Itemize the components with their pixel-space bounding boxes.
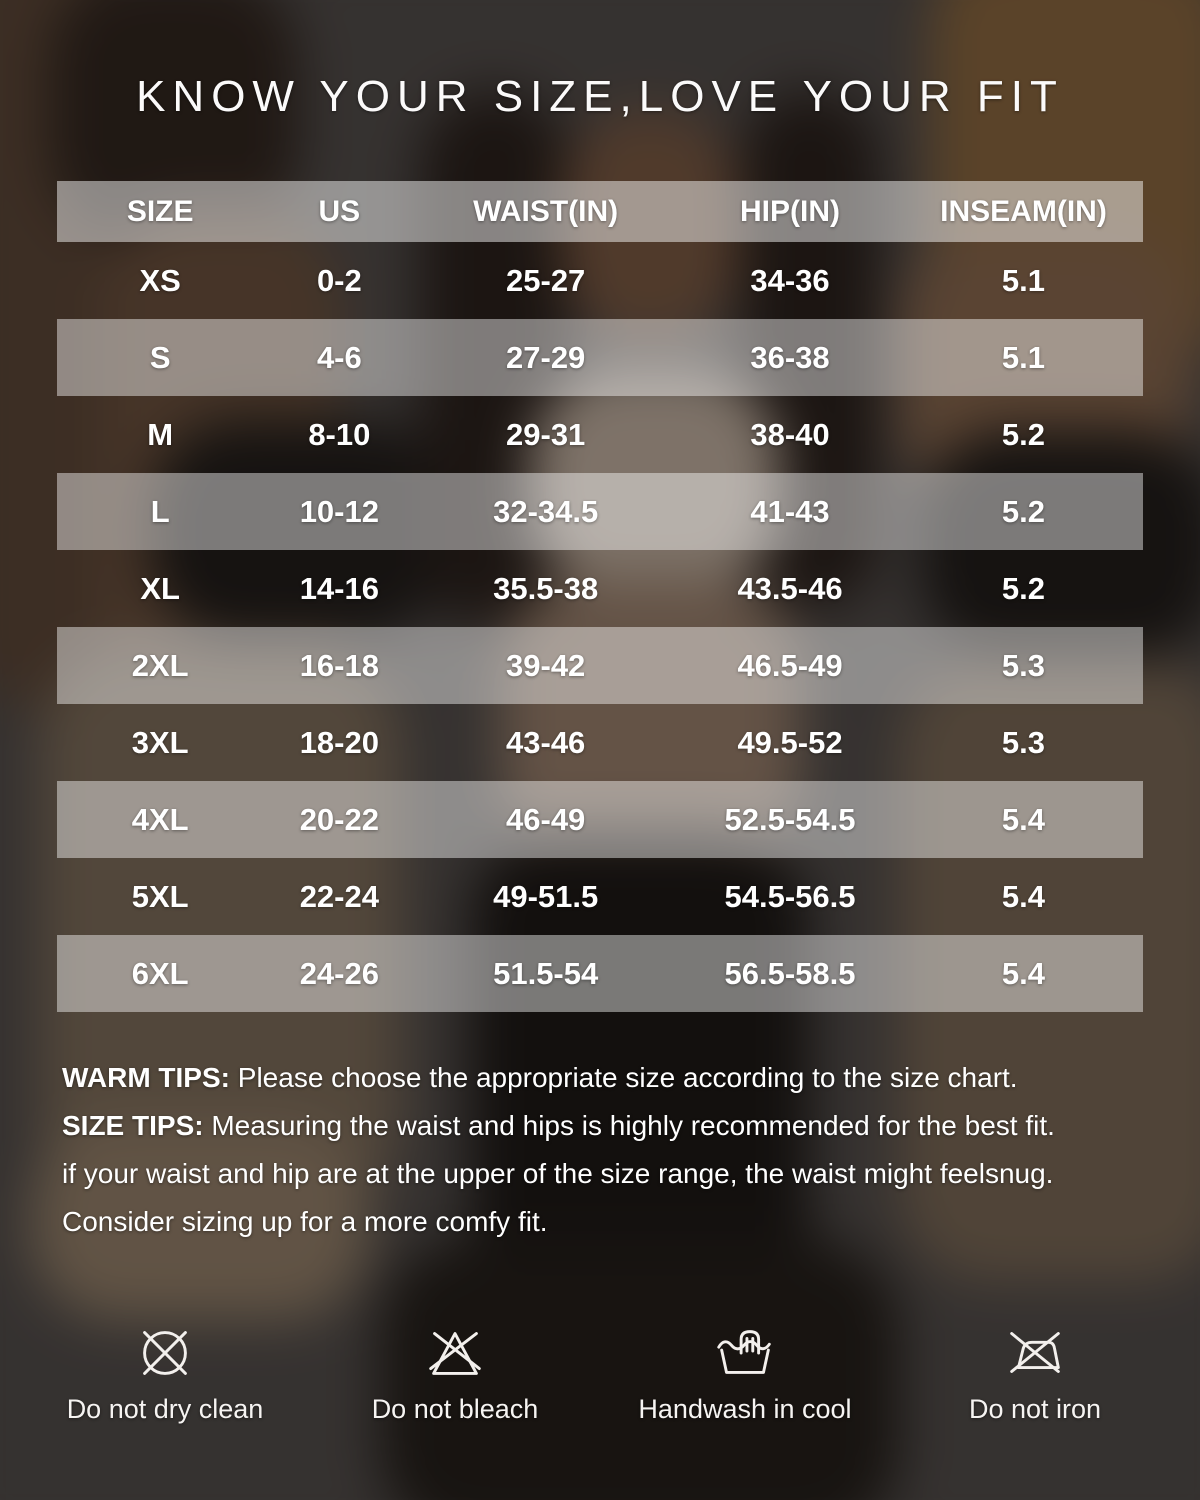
hip-cell: 46.5-49 bbox=[737, 647, 843, 683]
size-cell: 3XL bbox=[131, 724, 189, 760]
warm-tips-label: WARM TIPS: bbox=[62, 1062, 230, 1093]
care-label: Do not dry clean bbox=[66, 1394, 264, 1424]
warm-tips-text: Please choose the appropriate size according to the size chart. bbox=[237, 1062, 1018, 1093]
inseam-cell: 5.1 bbox=[1001, 339, 1046, 375]
care-item-handwash bbox=[600, 1318, 890, 1425]
column-header-size: SIZE bbox=[126, 194, 194, 228]
size-cell: 2XL bbox=[131, 647, 189, 683]
us-cell: 22-24 bbox=[299, 878, 379, 914]
size-table-row bbox=[57, 627, 1143, 704]
hip-cell: 34-36 bbox=[750, 262, 830, 298]
inseam-cell: 5.3 bbox=[1001, 647, 1046, 683]
tips-line-4: Consider sizing up for a more comfy fit. bbox=[62, 1206, 548, 1237]
size-table-body bbox=[57, 242, 1143, 1012]
hip-cell: 56.5-58.5 bbox=[724, 955, 856, 991]
us-cell: 14-16 bbox=[299, 570, 379, 606]
column-header-hip: HIP(IN) bbox=[740, 194, 840, 228]
size-cell: XS bbox=[139, 262, 181, 298]
care-label: Do not iron bbox=[968, 1394, 1102, 1424]
size-table-row bbox=[57, 704, 1143, 781]
do-not-dry-clean-icon bbox=[130, 1318, 200, 1388]
us-cell: 0-2 bbox=[316, 262, 362, 298]
size-cell: 6XL bbox=[131, 955, 189, 991]
hip-cell: 54.5-56.5 bbox=[724, 878, 856, 914]
us-cell: 18-20 bbox=[299, 724, 379, 760]
us-cell: 8-10 bbox=[308, 416, 371, 452]
size-table-row bbox=[57, 550, 1143, 627]
column-header-us: US bbox=[318, 194, 361, 228]
care-label: Do not bleach bbox=[371, 1394, 539, 1424]
waist-cell: 43-46 bbox=[506, 724, 586, 760]
handwash-icon bbox=[710, 1318, 780, 1388]
hip-cell: 38-40 bbox=[750, 416, 830, 452]
inseam-cell: 5.4 bbox=[1001, 955, 1046, 991]
care-instructions bbox=[20, 1318, 1180, 1425]
care-item-do-not-iron bbox=[890, 1318, 1180, 1425]
size-tips-line bbox=[62, 1102, 1142, 1150]
waist-cell: 32-34.5 bbox=[493, 493, 599, 529]
care-item-do-not-bleach bbox=[310, 1318, 600, 1425]
size-cell: M bbox=[147, 416, 174, 452]
waist-cell: 51.5-54 bbox=[493, 955, 599, 991]
waist-cell: 29-31 bbox=[506, 416, 586, 452]
size-cell: S bbox=[149, 339, 171, 375]
size-table-row bbox=[57, 858, 1143, 935]
inseam-cell: 5.1 bbox=[1001, 262, 1046, 298]
column-header-inseam: INSEAM(IN) bbox=[940, 194, 1107, 228]
tips-line-3: if your waist and hip are at the upper of the size range, the waist might feelsnug. bbox=[62, 1158, 1054, 1189]
size-table-row bbox=[57, 319, 1143, 396]
size-tips-label: SIZE TIPS: bbox=[62, 1110, 204, 1141]
care-item-do-not-dry-clean bbox=[20, 1318, 310, 1425]
waist-cell: 25-27 bbox=[506, 262, 586, 298]
care-label: Handwash in cool bbox=[638, 1394, 852, 1424]
size-cell: 4XL bbox=[131, 801, 189, 837]
size-table-row bbox=[57, 242, 1143, 319]
us-cell: 10-12 bbox=[299, 493, 379, 529]
waist-cell: 49-51.5 bbox=[493, 878, 599, 914]
inseam-cell: 5.4 bbox=[1001, 878, 1046, 914]
size-table-row bbox=[57, 781, 1143, 858]
hip-cell: 43.5-46 bbox=[737, 570, 843, 606]
us-cell: 24-26 bbox=[299, 955, 379, 991]
size-table bbox=[57, 181, 1143, 1012]
size-table-row bbox=[57, 935, 1143, 1012]
us-cell: 20-22 bbox=[299, 801, 379, 837]
do-not-bleach-icon bbox=[420, 1318, 490, 1388]
inseam-cell: 5.2 bbox=[1001, 493, 1046, 529]
inseam-cell: 5.2 bbox=[1001, 416, 1046, 452]
hip-cell: 52.5-54.5 bbox=[724, 801, 856, 837]
size-cell: L bbox=[150, 493, 170, 529]
hip-cell: 36-38 bbox=[750, 339, 830, 375]
size-tips-text: Measuring the waist and hips is highly recommended for the best fit. bbox=[211, 1110, 1055, 1141]
warm-tips-line bbox=[62, 1054, 1142, 1102]
page-title: KNOW YOUR SIZE,LOVE YOUR FIT bbox=[136, 72, 1064, 121]
hip-cell: 41-43 bbox=[750, 493, 830, 529]
size-table-row bbox=[57, 396, 1143, 473]
waist-cell: 39-42 bbox=[506, 647, 586, 683]
inseam-cell: 5.3 bbox=[1001, 724, 1046, 760]
column-header-waist: WAIST(IN) bbox=[473, 194, 619, 228]
inseam-cell: 5.2 bbox=[1001, 570, 1046, 606]
waist-cell: 46-49 bbox=[506, 801, 586, 837]
us-cell: 4-6 bbox=[316, 339, 362, 375]
size-table-row bbox=[57, 473, 1143, 550]
us-cell: 16-18 bbox=[299, 647, 379, 683]
hip-cell: 49.5-52 bbox=[737, 724, 843, 760]
waist-cell: 35.5-38 bbox=[493, 570, 599, 606]
size-cell: XL bbox=[140, 570, 180, 606]
waist-cell: 27-29 bbox=[506, 339, 586, 375]
size-table-header bbox=[57, 181, 1143, 242]
do-not-iron-icon bbox=[1000, 1318, 1070, 1388]
tips-block bbox=[62, 1054, 1142, 1246]
inseam-cell: 5.4 bbox=[1001, 801, 1046, 837]
size-cell: 5XL bbox=[131, 878, 189, 914]
